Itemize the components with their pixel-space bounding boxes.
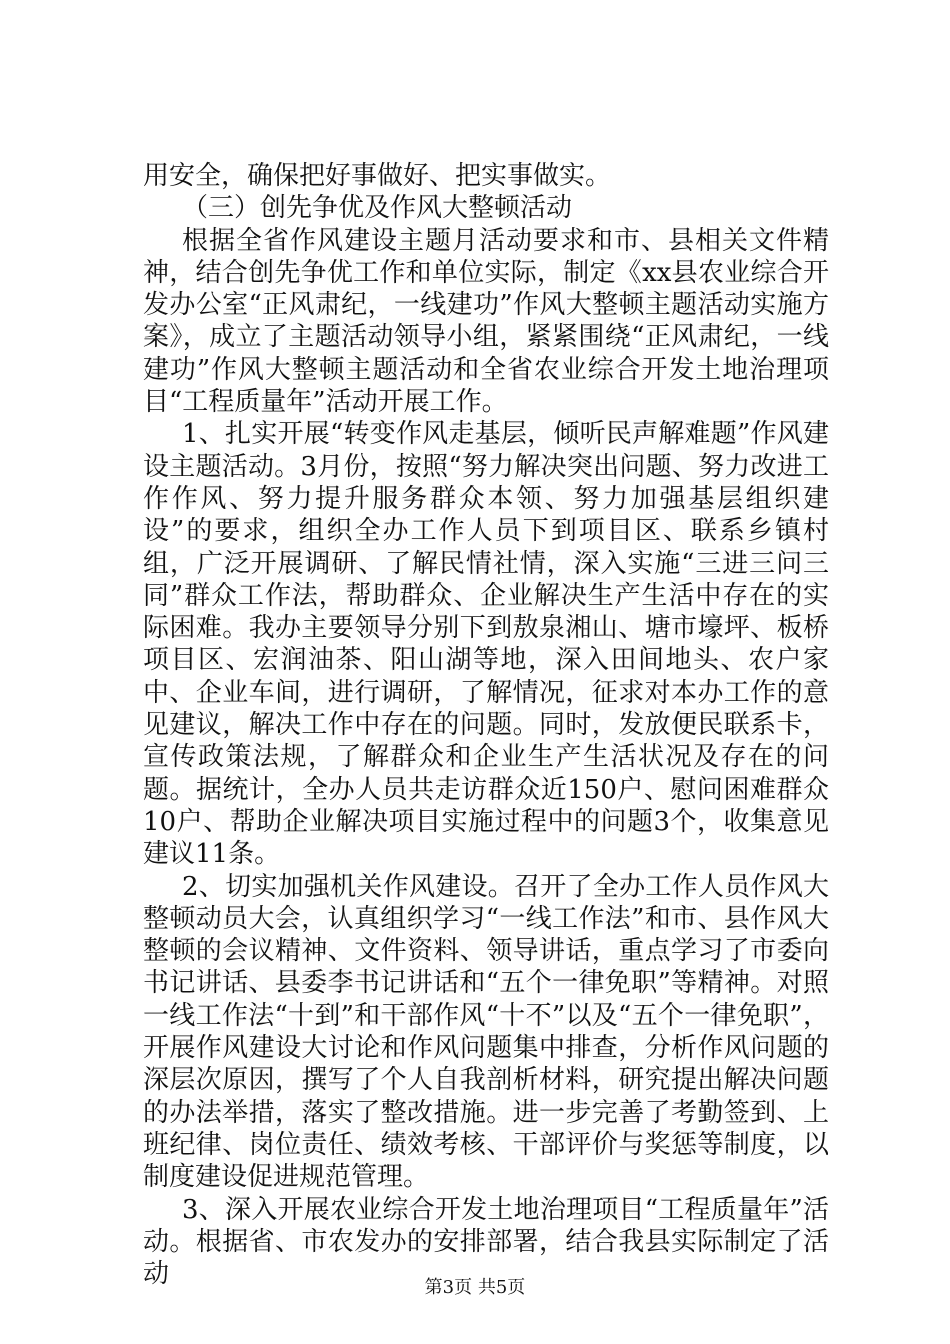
paragraph-intro: 根据全省作风建设主题月活动要求和市、县相关文件精神，结合创先争优工作和单位实际，制定《xx县农业综合开发办公室“正风肃纪，一线建功”作风大整顿主题活动实施方案》，成立了主题活动领导小组，紧紧围绕“正风肃纪，一线建功”作风大整顿主题活动和全省农业综合开发土地治理项目“工程质量年”活动开展工作。 [143,225,829,418]
document-body [143,160,829,1290]
paragraph-item-1: 1、扎实开展“转变作风走基层，倾听民声解难题”作风建设主题活动。3月份，按照“努力解决突出问题、努力改进工作作风、努力提升服务群众本领、努力加强基层组织建设”的要求，组织全办工作人员下到项目区、联系乡镇村组，广泛开展调研、了解民情社情，深入实施“三进三问三同”群众工作法，帮助群众、企业解决生产生活中存在的实际困难。我办主要领导分别下到敖泉湘山、塘市壕坪、板桥项目区、宏润油茶、阳山湖等地，深入田间地头、农户家中、企业车间，进行调研，了解情况，征求对本办工作的意见建议，解决工作中存在的问题。同时，发放便民联系卡，宣传政策法规，了解群众和企业生产生活状况及存在的问题。据统计，全办人员共走访群众近150户、慰问困难群众10户、帮助企业解决项目实施过程中的问题3个，收集意见建议11条。 [143,419,829,870]
page-footer: 第3页 共5页 [424,1277,526,1298]
section-heading: （三）创先争优及作风大整顿活动 [182,193,573,224]
paragraph-continuation: 用安全，确保把好事做好、把实事做实。 [143,161,612,191]
paragraph-item-3: 3、深入开展农业综合开发土地治理项目“工程质量年”活动。根据省、市农发办的安排部署，结合我县实际制定了活动 [143,1194,829,1290]
paragraph-item-2: 2、切实加强机关作风建设。召开了全办工作人员作风大整顿动员大会，认真组织学习“一线工作法”和市、县作风大整顿的会议精神、文件资料、领导讲话，重点学习了市委向书记讲话、县委李书记讲话和“五个一律免职”等精神。对照一线工作法“十到”和干部作风“十不”以及“五个一律免职”，开展作风建设大讨论和作风问题集中排查，分析作风问题的深层次原因，撰写了个人自我剖析材料，研究提出解决问题的办法举措，落实了整改措施。进一步完善了考勤签到、上班纪律、岗位责任、绩效考核、干部评价与奖惩等制度，以制度建设促进规范管理。 [143,871,829,1193]
